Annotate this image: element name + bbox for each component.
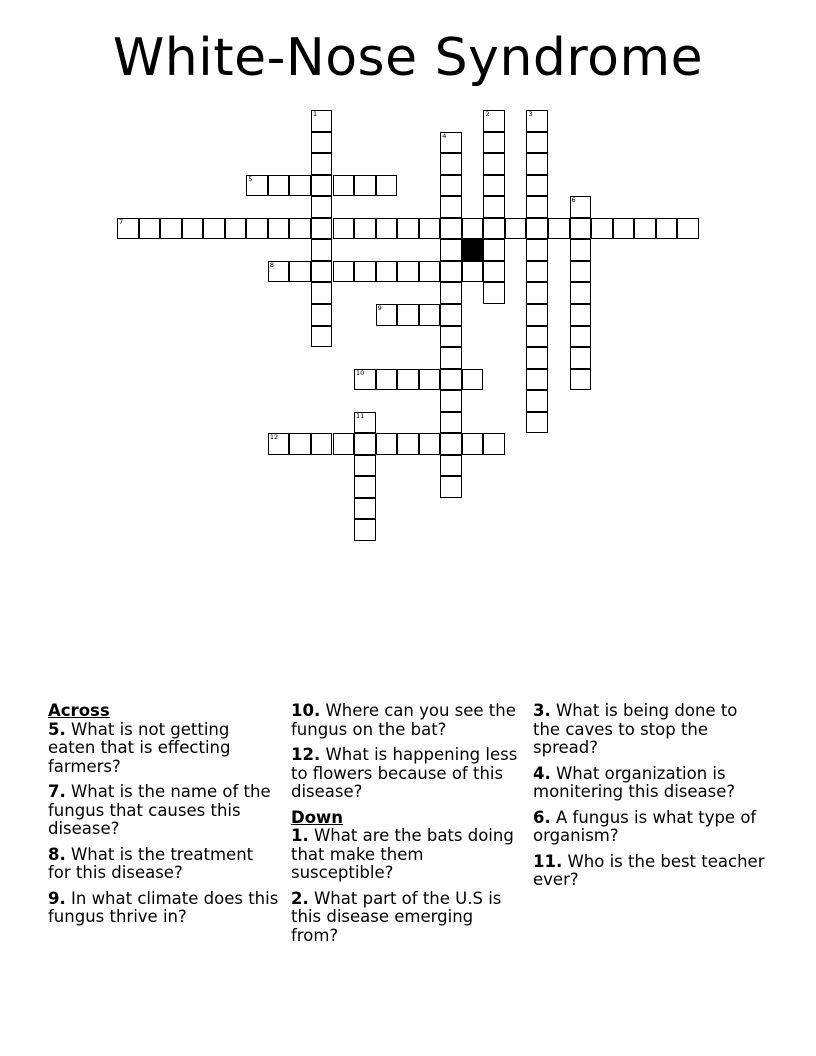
grid-cell[interactable] bbox=[526, 218, 548, 240]
grid-cell[interactable] bbox=[570, 304, 592, 326]
cell-number: 3 bbox=[528, 110, 533, 118]
grid-cell[interactable] bbox=[440, 369, 462, 391]
grid-cell[interactable] bbox=[268, 175, 290, 197]
grid-cell[interactable] bbox=[526, 110, 548, 132]
grid-cell[interactable] bbox=[570, 369, 592, 391]
cell-number: 4 bbox=[442, 131, 447, 140]
grid-cell[interactable] bbox=[354, 519, 376, 541]
grid-cell[interactable] bbox=[246, 175, 268, 197]
grid-cell[interactable] bbox=[526, 132, 548, 154]
grid-cell[interactable] bbox=[376, 369, 398, 391]
grid-cell[interactable] bbox=[311, 282, 333, 304]
clue-number: 9. bbox=[48, 888, 66, 908]
clue-text: In what climate does this fungus thrive in? bbox=[48, 888, 279, 926]
grid-cell[interactable] bbox=[397, 261, 419, 283]
grid-cell[interactable] bbox=[268, 218, 290, 240]
clue-number: 7. bbox=[48, 782, 66, 801]
grid-cell[interactable] bbox=[440, 347, 462, 369]
grid-cell[interactable] bbox=[354, 412, 376, 434]
grid-cell[interactable] bbox=[462, 369, 484, 391]
grid-cell[interactable] bbox=[440, 476, 462, 498]
grid-cell[interactable] bbox=[311, 218, 333, 240]
grid-cell[interactable] bbox=[570, 196, 592, 218]
grid-cell[interactable] bbox=[440, 153, 462, 175]
grid-cell[interactable] bbox=[591, 218, 613, 240]
clue-item bbox=[291, 702, 523, 739]
clue-text: A fungus is what type of organism? bbox=[533, 807, 757, 845]
grid-cell[interactable] bbox=[483, 110, 505, 132]
clue-number: 6. bbox=[533, 807, 551, 827]
grid-cell[interactable] bbox=[311, 326, 333, 348]
cell-number: 11 bbox=[356, 411, 365, 420]
clue-item bbox=[48, 890, 280, 927]
clue-item bbox=[291, 746, 523, 802]
grid-cell[interactable] bbox=[160, 218, 182, 240]
clue-number: 4. bbox=[533, 763, 551, 783]
grid-cell[interactable] bbox=[139, 218, 161, 240]
clue-text: What organization is monitering this disease? bbox=[533, 763, 736, 801]
cell-number: 2 bbox=[485, 110, 490, 118]
clue-item bbox=[533, 765, 765, 802]
grid-cell[interactable] bbox=[440, 433, 462, 455]
grid-cell[interactable] bbox=[483, 433, 505, 455]
grid-cell[interactable] bbox=[333, 433, 355, 455]
grid-cell[interactable] bbox=[376, 304, 398, 326]
clue-text: What is being done to the caves to stop the spread? bbox=[533, 701, 738, 757]
grid-cell[interactable] bbox=[268, 261, 290, 283]
grid-cell[interactable] bbox=[526, 304, 548, 326]
grid-cell[interactable] bbox=[440, 175, 462, 197]
grid-cell[interactable] bbox=[376, 261, 398, 283]
clue-number: 11. bbox=[533, 851, 563, 871]
grid-cell[interactable] bbox=[311, 153, 333, 175]
grid-cell[interactable] bbox=[419, 304, 441, 326]
grid-cell[interactable] bbox=[440, 239, 462, 261]
clue-number: 12. bbox=[291, 745, 321, 764]
grid-cell[interactable] bbox=[570, 347, 592, 369]
black-cell bbox=[462, 239, 484, 261]
grid-cell[interactable] bbox=[354, 261, 376, 283]
grid-cell[interactable] bbox=[311, 132, 333, 154]
grid-cell[interactable] bbox=[203, 218, 225, 240]
grid-cell[interactable] bbox=[526, 412, 548, 434]
clue-item bbox=[48, 783, 280, 839]
grid-cell[interactable] bbox=[397, 304, 419, 326]
grid-cell[interactable] bbox=[548, 218, 570, 240]
clue-item bbox=[291, 827, 523, 883]
grid-cell[interactable] bbox=[289, 175, 311, 197]
grid-cell[interactable] bbox=[570, 261, 592, 283]
grid-cell[interactable] bbox=[117, 218, 139, 240]
grid-cell[interactable] bbox=[526, 153, 548, 175]
clue-number: 3. bbox=[533, 701, 551, 720]
clue-text: What is not getting eaten that is effecting farmers? bbox=[48, 719, 231, 776]
grid-cell[interactable] bbox=[526, 282, 548, 304]
grid-cell[interactable] bbox=[333, 218, 355, 240]
cell-number: 1 bbox=[312, 110, 318, 118]
grid-cell[interactable] bbox=[526, 239, 548, 261]
grid-cell[interactable] bbox=[354, 433, 376, 455]
grid-cell[interactable] bbox=[354, 218, 376, 240]
grid-cell[interactable] bbox=[289, 433, 311, 455]
grid-cell[interactable] bbox=[462, 433, 484, 455]
cell-number: 8 bbox=[269, 260, 274, 269]
clues-column-2 bbox=[291, 702, 523, 952]
grid-cell[interactable] bbox=[440, 132, 462, 154]
grid-cell[interactable] bbox=[570, 218, 592, 240]
grid-cell[interactable] bbox=[440, 196, 462, 218]
grid-cell[interactable] bbox=[311, 433, 333, 455]
across-heading: Across bbox=[48, 701, 110, 720]
grid-cell[interactable] bbox=[526, 175, 548, 197]
grid-cell[interactable] bbox=[483, 175, 505, 197]
grid-cell[interactable] bbox=[526, 196, 548, 218]
cell-number: 9 bbox=[377, 303, 382, 312]
clue-item bbox=[533, 809, 765, 846]
clue-number: 2. bbox=[291, 888, 309, 908]
clue-number: 5. bbox=[48, 719, 66, 739]
grid-cell[interactable] bbox=[311, 261, 333, 283]
clues-column-3 bbox=[533, 702, 765, 897]
clue-text: What is happening less to flowers because of this disease? bbox=[291, 745, 518, 801]
grid-cell[interactable] bbox=[613, 218, 635, 240]
clue-item bbox=[533, 702, 765, 758]
grid-cell[interactable] bbox=[440, 282, 462, 304]
grid-cell[interactable] bbox=[440, 261, 462, 283]
clue-text: What are the bats doing that make them susceptible? bbox=[291, 826, 514, 882]
grid-cell[interactable] bbox=[570, 326, 592, 348]
puzzle-title: White-Nose Syndrome bbox=[112, 28, 704, 88]
grid-cell[interactable] bbox=[419, 218, 441, 240]
grid-cell[interactable] bbox=[440, 455, 462, 477]
clue-text: Who is the best teacher ever? bbox=[533, 851, 765, 889]
grid-cell[interactable] bbox=[483, 261, 505, 283]
grid-cell[interactable] bbox=[483, 239, 505, 261]
grid-cell[interactable] bbox=[483, 153, 505, 175]
clues-column-1 bbox=[48, 702, 280, 934]
clue-number: 8. bbox=[48, 844, 66, 864]
grid-cell[interactable] bbox=[634, 218, 656, 240]
grid-cell[interactable] bbox=[419, 261, 441, 283]
grid-cell[interactable] bbox=[656, 218, 678, 240]
grid-cell[interactable] bbox=[397, 218, 419, 240]
grid-cell[interactable] bbox=[376, 433, 398, 455]
grid-cell[interactable] bbox=[311, 239, 333, 261]
clue-item bbox=[48, 721, 280, 777]
grid-cell[interactable] bbox=[311, 196, 333, 218]
grid-cell[interactable] bbox=[526, 261, 548, 283]
grid-cell[interactable] bbox=[483, 282, 505, 304]
grid-cell[interactable] bbox=[440, 412, 462, 434]
grid-cell[interactable] bbox=[354, 476, 376, 498]
grid-cell[interactable] bbox=[289, 261, 311, 283]
clue-number: 1. bbox=[291, 826, 309, 845]
cell-number: 10 bbox=[356, 368, 365, 377]
grid-cell[interactable] bbox=[505, 218, 527, 240]
grid-cell[interactable] bbox=[440, 304, 462, 326]
clue-item bbox=[533, 853, 765, 890]
grid-cell[interactable] bbox=[462, 218, 484, 240]
clue-text: What is the name of the fungus that causes this disease? bbox=[48, 782, 271, 838]
grid-cell[interactable] bbox=[526, 326, 548, 348]
grid-cell[interactable] bbox=[354, 455, 376, 477]
grid-cell[interactable] bbox=[311, 175, 333, 197]
cell-number: 7 bbox=[119, 217, 124, 226]
grid-cell[interactable] bbox=[483, 218, 505, 240]
grid-cell[interactable] bbox=[440, 218, 462, 240]
grid-cell[interactable] bbox=[268, 433, 290, 455]
grid-cell[interactable] bbox=[677, 218, 699, 240]
grid-cell[interactable] bbox=[419, 433, 441, 455]
cell-number: 5 bbox=[248, 174, 253, 183]
clue-number: 10. bbox=[291, 701, 321, 720]
grid-cell[interactable] bbox=[311, 110, 333, 132]
grid-cell[interactable] bbox=[419, 369, 441, 391]
clue-text: What part of the U.S is this disease emerging from? bbox=[291, 888, 502, 945]
cell-number: 12 bbox=[269, 433, 279, 442]
down-heading: Down bbox=[291, 807, 344, 827]
grid-cell[interactable] bbox=[440, 326, 462, 348]
grid-cell[interactable] bbox=[376, 218, 398, 240]
grid-cell[interactable] bbox=[182, 218, 204, 240]
grid-cell[interactable] bbox=[289, 218, 311, 240]
clue-item bbox=[48, 846, 280, 883]
grid-cell[interactable] bbox=[483, 196, 505, 218]
grid-cell[interactable] bbox=[354, 369, 376, 391]
grid-cell[interactable] bbox=[570, 239, 592, 261]
grid-cell[interactable] bbox=[333, 261, 355, 283]
grid-cell[interactable] bbox=[376, 175, 398, 197]
grid-cell[interactable] bbox=[526, 390, 548, 412]
grid-cell[interactable] bbox=[483, 132, 505, 154]
clue-item bbox=[291, 890, 523, 946]
clue-text: What is the treatment for this disease? bbox=[48, 844, 254, 882]
grid-cell[interactable] bbox=[570, 282, 592, 304]
grid-cell[interactable] bbox=[397, 433, 419, 455]
clue-text: Where can you see the fungus on the bat? bbox=[291, 701, 516, 739]
grid-cell[interactable] bbox=[354, 175, 376, 197]
grid-cell[interactable] bbox=[462, 261, 484, 283]
grid-cell[interactable] bbox=[526, 369, 548, 391]
grid-cell[interactable] bbox=[311, 304, 333, 326]
cell-number: 6 bbox=[571, 196, 576, 205]
grid-cell[interactable] bbox=[440, 390, 462, 412]
grid-cell[interactable] bbox=[397, 369, 419, 391]
grid-cell[interactable] bbox=[246, 218, 268, 240]
grid-cell[interactable] bbox=[333, 175, 355, 197]
grid-cell[interactable] bbox=[354, 498, 376, 520]
grid-cell[interactable] bbox=[526, 347, 548, 369]
grid-cell[interactable] bbox=[225, 218, 247, 240]
